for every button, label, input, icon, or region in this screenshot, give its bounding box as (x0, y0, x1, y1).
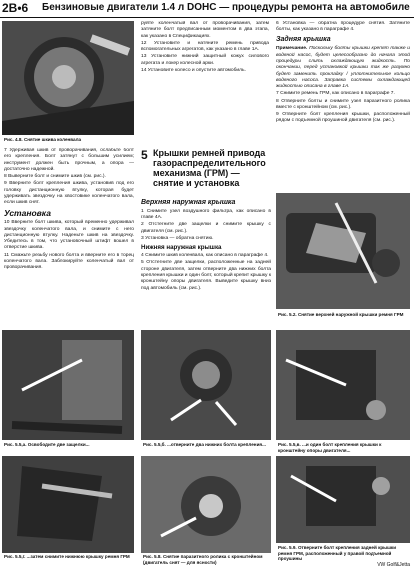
heading-lower-cover: Нижняя наружная крышка (141, 244, 222, 252)
photo-engine-mount-bolt (276, 330, 410, 440)
caption-fig-5-5v: Рис. 5.5,в. ...и один болт крепления крышки к кронштейну опоры двигателя... (278, 442, 382, 453)
page-number: 2B•6 (2, 1, 29, 15)
caption-fig-5-5a: Рис. 5.5,а. Освободите две защелки... (4, 442, 90, 447)
caption-fig-5-8: Рис. 5.8. Снятие паразитного ролика с кронштейном (двигатель снят — для ясности) (143, 554, 263, 565)
caption-fig-4-8: Рис. 4.8. Снятие шкива коленвала (4, 137, 82, 142)
paragraph: руйте коленчатый вал от проворачивания, затем затяните болт предписанным моментом в два этапа, как указано в Спецификациях. (141, 21, 269, 39)
middle-column-top-text (141, 21, 269, 145)
paragraph: 1 Снимите узел воздушного фильтра, как описано в главе 4А. (141, 208, 271, 221)
paragraph: 7 Снимите ремень ГРМ, как описано в параграфе 7. (276, 91, 395, 97)
photo-idler-pulley (141, 456, 271, 553)
heading-installation: Установка (4, 208, 51, 219)
page-title: Бензиновые двигатели 1.4 л DOHC — процедуры ремонта на автомобиле (42, 2, 410, 13)
caption-fig-5-9: Рис. 5.9. Отверните болт крепления задней крышки ремня ГРМ, расположенный у правой подъемной проушины (278, 545, 397, 561)
paragraph: 8 Отверните болты и снимите узел паразитного ролика вместе с кронштейном (см. рис.). (276, 98, 410, 110)
section-number: 5 (141, 148, 148, 162)
note-paragraph: Примечание. Поскольку болты крышки крепят также и водяной насос, будет целесообразно до начала этой процедуры слить охлаждающую жидкость. По окончании, перед установкой крышки так же разумно будет заменить прокладку / уплотнительное кольцо водяного насоса. Заправка системы охлаждающей жидкостью описана в главе 1А. (276, 46, 410, 90)
caption-fig-5-2: Рис. 5.2. Снятие верхней наружной крышки ремня ГРМ (278, 312, 404, 317)
heading-rear-cover: Задняя крышка (276, 35, 331, 43)
paragraph: 3 Установка — обратна снятию. (141, 236, 214, 242)
heading-upper-cover: Верхняя наружная крышка (141, 199, 236, 206)
paragraph: 14 Установите колесо и опустите автомобиль. (141, 67, 246, 73)
section-title-block (141, 148, 267, 198)
photo-lower-bolts (141, 330, 271, 440)
page-header (0, 0, 414, 18)
photo-remove-lower-cover (2, 456, 134, 553)
paragraph: 2 Отстегните две защелки и снимите крышку с двигателя (см. рис.). (141, 222, 271, 234)
photo-rear-cover-bolt (276, 456, 410, 543)
paragraph: 8 Выверните болт и снимите шкив (см. рис.). (4, 174, 106, 180)
middle-column-lower-text (141, 197, 271, 329)
photo-release-clips (2, 330, 134, 440)
photo-crankshaft-pulley (2, 21, 134, 135)
section-title: Крышки ремней привода газораспределительного механизма (ГРМ) — снятие и установка (153, 148, 266, 189)
paragraph: 4 Снимите шкив коленвала, как описано в параграфе 4. (141, 253, 269, 259)
paragraph: 13 Установите нижний защитный кожух силового агрегата и локер колесной арки. (141, 54, 269, 66)
paragraph: 6 Установка — обратна процедуре снятия. Затяните болты, как указано в параграфе 4. (276, 21, 410, 33)
paragraph: 12 Установите и натяните ремень привода вспомогательных агрегатов, как указано в главе 1А. (141, 40, 269, 53)
paragraph: 9 Вверните болт крепления шкива, установив под его головку дистанционную втулку, которая будет удерживать звездочку на хвостовике коленчатого вала, если шкив снят. (4, 181, 134, 206)
paragraph: 5 Отстегните две защелки, расположенные на задней стороне двигателя, затем отверните два нижних болта крепления крышки и один болт, который крепит крышку к кронштейну опоры двигателя. Выведите крышку вниз под автомобиль (см. рис.). (141, 260, 271, 291)
left-column-text (4, 148, 134, 328)
paragraph: 10 Вверните болт шкива, который временно удерживал звездочку коленчатого вала, и снимите с него дистанционную втулку. Наденьте шкив на звездочку. Убедитесь в том, что установочный штифт вошел в отверстие шкива. (4, 220, 134, 251)
right-column-text (276, 21, 410, 191)
caption-fig-5-5g: Рис. 5.5,г. ...затем снимите нижнюю крышку ремня ГРМ (4, 554, 130, 559)
photo-upper-cover (276, 193, 410, 309)
footer-book-title: VW Golf&Jetta (377, 562, 410, 568)
paragraph: 7 Удерживая шкив от проворачивания, ослабьте болт его крепления. Болт затянут с большим усилием; инструмент должен быть прочным, а опора — достаточно надежной. (4, 148, 134, 172)
caption-fig-5-5b: Рис. 5.5,б. ...отверните два нижних болта крепления... (143, 442, 266, 447)
paragraph: 9 Отверните болт крепления крышки, расположенный рядом с подъемной проушиной двигателя (см. рис.). (276, 112, 410, 124)
paragraph: 11 Смажьте резьбу нового болта и вверните его в торец коленчатого вала. Заблокируйте коленчатый вал от проворачивания. (4, 252, 134, 271)
